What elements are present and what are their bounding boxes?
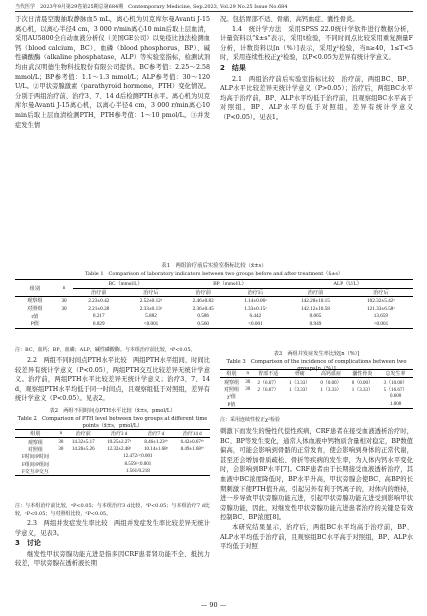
table-cell: 1（3.33）: [351, 387, 374, 393]
table-header: 治疗前: [66, 430, 101, 438]
table-cell: 8.559/<0.001: [124, 461, 152, 467]
header-rule: [15, 11, 413, 12]
table-cell: 0.586: [197, 313, 209, 320]
table1-caption-en: Table 1 Comparison of laboratory indicators between two groups before and after treatment（x̄±s）: [85, 271, 343, 277]
table-header: 治疗后: [373, 289, 389, 296]
table-header: 治疗前: [195, 289, 211, 296]
table-header: 高钙血症: [315, 370, 346, 378]
table-cell: 142.28±10.15: [301, 297, 330, 304]
paragraph: 于次日清晨空腹抽取静脉血5 mL，离心机为贝克库尔曼Avanti J-15离心机，以离心半径4 cm，3 000 r/min离心10 min后取上层血清，采用AU5800全自动血液分析仪（美国GE公司）以免疫比浊法检测血钙（blood calcium，BC）、血磷（blood phosphorus，BP）、碱性磷酸酶（alkaline phosphatase，ALP）等实验室指标，检测试剂均由武汉明德生物科技股份有限公司提供。BC参考值：2.25～2.58 mmol/L；BP参考值：1.1～1.3 mmol/L；ALP参考值：30～120 U/L。②甲状旁腺激素（parathyroid hormone，PTH）变化情况。分别于两组治疗前、治疗3、7、14 d后检测PTH水平。离心机为贝克库尔曼Avanti J-15离心机，以离心半径4 cm，3 000 r/min离心10 min后取上层血清检测PTH，PTH参考值：1～10 pmol/L。③并发症发生情: [15, 16, 210, 129]
table2: [15, 429, 210, 476]
table-cell: [55, 320, 74, 328]
table-cell: 1.561/0.218: [66, 468, 210, 476]
table-cell: 对照组: [223, 387, 239, 393]
table-cell: [55, 312, 74, 320]
table-cell: 0.949: [282, 320, 349, 328]
table-cell: 0.600: [389, 394, 402, 400]
table-row: [15, 305, 413, 313]
pth-paragraph: 2.2 两组不同时间点PTH水平比较 两组PTH水平组间、时间比较差异有统计学意义（P<0.05），两组PTH交互比较差异无统计学意义。治疗前，两组PTH水平比较差异无统计学意义；治疗3、7、14 d，观察组PTH水平均低于同一时间点，且观察组低于对照组，差异有统计学意义（P<0.05）。见表2。: [15, 357, 210, 403]
table-cell: F时间/P时间: [21, 455, 49, 461]
table-header: 总发生率: [378, 370, 413, 378]
table-cell: 8.46±1.23ᵃᵇ: [144, 439, 168, 445]
section-heading-results: 2 结果: [220, 63, 246, 72]
table-row: [15, 297, 413, 305]
table2-caption: [15, 408, 210, 431]
table3: [220, 369, 413, 409]
table-header: 治疗3 d: [101, 430, 138, 438]
table-row: [15, 461, 210, 468]
table-cell: 1（3.33）: [288, 387, 311, 393]
table2-caption-en: Table 2 Comparison of PTH level between two groups at different time points（x̄±s，pmol/L）: [17, 415, 208, 430]
table-cell: 2.33±0.13ᵃ: [139, 305, 163, 312]
table-cell: 观察组: [27, 440, 43, 446]
table-cell: 0.217: [92, 313, 105, 320]
table3-caption-en: Table 3 Comparison of the incidence of complications between two groups[n（%）]: [226, 358, 407, 373]
table-cell: 30: [58, 446, 64, 452]
table-cell: 1.14±0.06ᵃ: [244, 297, 267, 304]
table-cell: 0.829: [73, 320, 124, 328]
left-column-top: [15, 15, 210, 130]
table2-caption-cn: 表2 两组不同时间点PTH水平比较（x̄±s，pmol/L）: [49, 408, 176, 414]
table-header: BP（mmol/L）: [178, 280, 282, 289]
table-cell: 10.25±2.27ᵃ: [107, 439, 132, 445]
table-header: 胃部不适: [252, 370, 283, 378]
table-header: 囊性骨炎: [347, 370, 378, 378]
table-cell: 2.23±0.42: [88, 297, 110, 304]
table-header: n: [243, 370, 252, 378]
table-header: 治疗后: [247, 289, 264, 296]
table-cell: 1（3.33）: [288, 380, 311, 386]
table-cell: 12.32±2.48ᵃ: [107, 446, 132, 452]
table-cell: 3（10.00）: [383, 380, 408, 386]
table-cell: 0.560: [178, 320, 229, 328]
statistics-paragraph: 1.4 统计学方法 采用SPSS 22.0统计学软件进行数据分析，计量资料以“x̄±s”表示，采用t检验，不同时间点比较采用重复测量F分析，计数资料以[n（%）]表示，采用χ²检验，当n≥40，1≤T<5时，采用连续性校正χ²检验，以P<0.05为差异有统计学意义。: [220, 25, 413, 62]
table-cell: 观察组: [223, 380, 239, 386]
table-header: 组别: [220, 370, 243, 378]
table-cell: 1.33±0.15ᵃ: [244, 305, 267, 312]
discussion-paragraph: 刺激下而发生的慢性代偿性疾病，CRF患者在接受血液透析治疗时，BC、BP等发生变化，通常人体血液中钙物质含量相对稳定，BP数值偏高，可能会影响到骨骼的正常发育，使会影响到身体的正常代谢，甚至还会增加骨质疏松、骨折等疾病的发生率，为人体内钙水平变化时，会影响到BP水平[7]。CRF患者由于长期接受血液透析治疗，其血液中BC浓度降低时，BP水平升高，甲状旁腺会使BC、高BP的长期刺激下使PTH值升高，引起另外有利于钙离子的，对体内的维持，进一步导致甲状旁腺功能亢进，引起甲状旁腺功能亢进受到影响甲状旁腺功能，因此，对继发性甲状旁腺功能亢进患者治疗的关键是有效控制BC、BP浓度[8]。: [220, 428, 413, 522]
table-cell: 13.659: [373, 313, 389, 320]
right-column-top: [220, 15, 413, 123]
table-header: 组别: [15, 280, 55, 297]
table-cell: 14.28±5.26: [71, 446, 95, 452]
table-header: 治疗前: [90, 289, 107, 296]
table-cell: t值: [31, 313, 39, 320]
table-cell: 102.32±5.42ᵃ: [367, 297, 395, 304]
table-cell: 14.32±5.17: [71, 439, 95, 445]
section-heading-discussion: 3 讨论: [15, 539, 41, 548]
table-header: 治疗14 d: [174, 430, 210, 438]
table-cell: 0（0.00）: [320, 380, 342, 386]
table-header: 治疗前: [307, 289, 324, 296]
right-column-bottom: [220, 427, 413, 552]
table-row: [220, 386, 413, 393]
table-cell: 2（6.67）: [257, 387, 279, 393]
table-cell: 6.42±0.67ᵃᵇ: [180, 439, 204, 445]
table-cell: 对照组: [27, 306, 43, 313]
table-row: [15, 320, 413, 328]
table-cell: 1（3.33）: [320, 387, 342, 393]
table-cell: 5（16.67）: [383, 387, 408, 393]
table-row: [220, 393, 413, 400]
table1-caption-cn: 表1 两组治疗前后实验室指标比较（x̄±s）: [161, 263, 267, 269]
table-header-row: [15, 430, 210, 438]
table-cell: P值: [15, 320, 55, 328]
table-row: [220, 378, 413, 386]
table-row: [15, 312, 413, 320]
running-header: 当代医学 2023年9月第29卷第25期总第684期 Contemporary Medicine, Sep.2023, Vol.29 No.25 Issue No.684: [15, 4, 288, 10]
table-header: 组别: [15, 430, 56, 438]
table-cell: 142.12±10.58: [301, 305, 330, 312]
table3-caption-cn: 表3 两组并发症发生率比较[n（%）]: [273, 351, 360, 357]
table-cell: 0.065: [309, 313, 322, 320]
table-cell: 30: [61, 305, 67, 312]
table-header: ALP（U/L）: [282, 280, 413, 289]
left-column-bottom: [15, 519, 210, 569]
table-cell: 30: [245, 386, 251, 392]
table-cell: 12.472/<0.001: [123, 454, 153, 460]
page-number: — 90 —: [200, 601, 227, 609]
table-row: [220, 401, 413, 409]
table-header: 治疗7 d: [138, 430, 175, 438]
table-header: BC（mmol/L）: [73, 280, 177, 289]
table-cell: χ²值: [227, 395, 236, 401]
results-paragraph: 2.1 两组治疗前后实验室指标比较 治疗前，两组BC、BP、ALP水平比较差异无统计学意义（P>0.05）；治疗后，两组BC水平均高于治疗前，BP、ALP水平均低于治疗前，且观察组BC水平高于对照组，BP、ALP水平均低于对照组，差异有统计学意义（P<0.05）。见表1。: [220, 75, 413, 121]
table-cell: 0（0.00）: [351, 380, 374, 386]
left-column-middle: [15, 356, 210, 404]
table2-note: 注：与本组治疗前比较，ᵃP<0.05；与本组治疗3 d比较，ᵇP<0.05；与本组治疗7 d比较，ᶜP<0.05；与对照组比较，ᵈP<0.05。: [15, 503, 210, 517]
table-cell: 30: [245, 379, 251, 385]
table-cell: F交互/P交互: [15, 468, 56, 476]
table-cell: 8.49±1.68ᵃᵇ: [180, 446, 204, 452]
table-cell: <0.001: [349, 320, 413, 328]
table-cell: <0.001: [229, 320, 283, 328]
table-cell: 30: [61, 297, 67, 304]
table-cell: 121.33±6.58ᵃ: [367, 305, 395, 312]
table-cell: 1.000: [378, 401, 413, 409]
table-row: [15, 468, 210, 476]
table-cell: 对照组: [27, 447, 43, 453]
table-header: 治疗后: [143, 289, 159, 296]
table-cell: 2.52±0.12ᵃ: [139, 297, 163, 304]
discussion-paragraph: 继发性甲状旁腺功能亢进是指多因CRF患者肾功能不全、抵抗力较差，甲状旁腺在透析液长期: [15, 550, 210, 568]
table1-note: 注：BC，血钙；BP，血磷；ALP，碱性磷酸酶。与本组治疗前比较，ᵃP<0.05。: [15, 347, 196, 353]
complication-paragraph: 2.3 两组并发症发生率比较 两组并发症发生率比较差异无统计学意义，见表3。: [15, 520, 210, 537]
table-cell: 2（6.67）: [257, 380, 279, 386]
paragraph: 况。包括胃部不适、骨痛、高钙血症、囊性骨炎。: [220, 16, 359, 23]
table-row: [15, 446, 210, 453]
table-cell: 5.882: [145, 313, 157, 320]
table-cell: P值: [220, 401, 243, 409]
table-cell: 10.14±1.68ᵃ: [143, 446, 169, 452]
table-header: 骨痛: [284, 370, 315, 378]
table-row: [15, 438, 210, 446]
table-row: [15, 453, 210, 460]
table-header: n: [55, 280, 74, 297]
table-cell: F组间/P组间: [21, 462, 49, 468]
discussion-paragraph: 本研究结果显示，治疗后，两组BC水平均高于治疗前，BP、ALP水平均低于治疗前，且观察组BC水平高于对照组，BP、ALP水平均低于对照: [220, 523, 413, 551]
table-header: n: [56, 430, 66, 438]
table1: [15, 279, 413, 329]
table3-note: 注：采用连续性校正χ²检验: [220, 417, 281, 423]
table-cell: 2.36±0.45: [192, 305, 214, 312]
table-header-row: [220, 370, 413, 378]
table-cell: 6.442: [249, 313, 262, 320]
table-cell: 30: [58, 439, 64, 445]
table-cell: 2.21±0.28: [88, 305, 110, 312]
table-cell: 观察组: [27, 298, 43, 305]
table-cell: <0.001: [124, 320, 178, 328]
table-cell: 2.46±0.82: [192, 297, 214, 304]
table1-caption: [15, 262, 413, 278]
